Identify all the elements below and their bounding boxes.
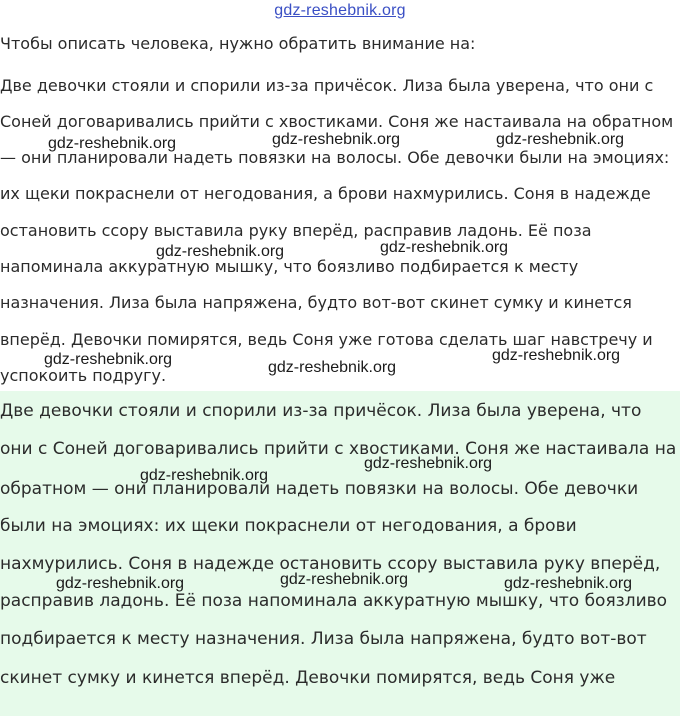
answer-highlight-line: они с Соней договаривались прийти с хвостиками. Соня же настаивала на bbox=[0, 439, 677, 459]
answer-plain-line: остановить ссору выставила руку вперёд, расправив ладонь. Её поза bbox=[0, 221, 592, 240]
answer-plain-line: успокоить подругу. bbox=[0, 366, 167, 385]
answer-plain-line: назначения. Лиза была напряжена, будто вот-вот скинет сумку и кинется bbox=[0, 293, 632, 312]
watermark: gdz-reshebnik.org bbox=[496, 131, 625, 148]
watermark: gdz-reshebnik.org bbox=[272, 131, 401, 148]
answer-plain-line: их щеки покраснели от негодования, а брови нахмурились. Соня в надежде bbox=[0, 184, 651, 203]
answer-plain-line: вперёд. Девочки помирятся, ведь Соня уже готова сделать шаг навстречу и bbox=[0, 330, 653, 349]
watermark: gdz-reshebnik.org bbox=[156, 243, 285, 260]
watermark: gdz-reshebnik.org bbox=[364, 455, 493, 472]
answer-highlight-line: были на эмоциях: их щеки покраснели от негодования, а брови bbox=[0, 516, 577, 536]
answer-highlight-line: нахмурились. Соня в надежде остановить ссору выставила руку вперёд, bbox=[0, 554, 661, 574]
answer-highlight-line: скинет сумку и кинется вперёд. Девочки помирятся, ведь Соня уже bbox=[0, 668, 616, 688]
answer-plain-line: Две девочки стояли и спорили из-за причёсок. Лиза была уверена, что они с bbox=[0, 76, 654, 95]
answer-plain-line: — они планировали надеть повязки на волосы. Обе девочки были на эмоциях: bbox=[0, 148, 670, 167]
watermark: gdz-reshebnik.org bbox=[48, 135, 177, 152]
watermark: gdz-reshebnik.org bbox=[140, 467, 269, 484]
answer-highlight-line: подбирается к месту назначения. Лиза была напряжена, будто вот-вот bbox=[0, 629, 647, 649]
answer-highlight-line: расправив ладонь. Её поза напоминала аккуратную мышку, что боязливо bbox=[0, 591, 668, 611]
watermark: gdz-reshebnik.org bbox=[268, 359, 397, 376]
site-header-link[interactable]: gdz-reshebnik.org bbox=[274, 2, 406, 19]
watermark: gdz-reshebnik.org bbox=[56, 575, 185, 592]
intro-text: Чтобы описать человека, нужно обратить внимание на: bbox=[0, 34, 476, 53]
answer-plain-line: напоминала аккуратную мышку, что боязливо подбирается к месту bbox=[0, 257, 579, 276]
answer-plain-line: Соней договаривались прийти с хвостиками. Соня же настаивала на обратном bbox=[0, 112, 674, 131]
answer-highlight-block bbox=[0, 391, 680, 716]
watermark: gdz-reshebnik.org bbox=[44, 351, 173, 368]
answer-highlight-line: обратном — они планировали надеть повязки на волосы. Обе девочки bbox=[0, 479, 639, 499]
answer-highlight-line: Две девочки стояли и спорили из-за причёсок. Лиза была уверена, что bbox=[0, 401, 642, 421]
watermark: gdz-reshebnik.org bbox=[492, 347, 621, 364]
watermark: gdz-reshebnik.org bbox=[280, 571, 409, 588]
watermark: gdz-reshebnik.org bbox=[380, 239, 509, 256]
watermark: gdz-reshebnik.org bbox=[504, 575, 633, 592]
